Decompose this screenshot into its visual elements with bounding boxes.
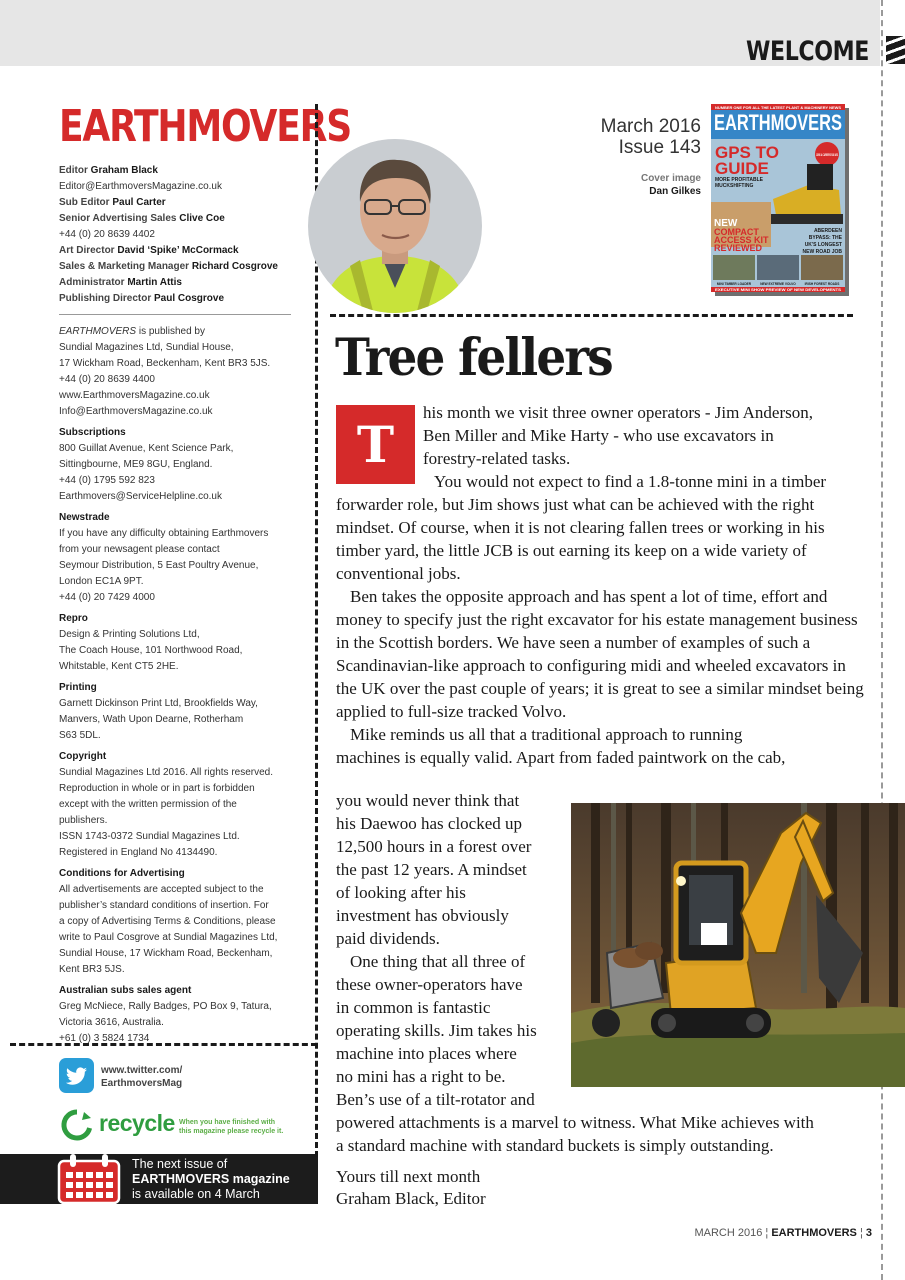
article-body-wide xyxy=(336,470,870,769)
staff-entry xyxy=(59,243,293,259)
publisher-line: 17 Wickham Road, Beckenham, Kent BR3 5JS. xyxy=(59,358,271,369)
staff-entry xyxy=(59,291,293,307)
info-line: +61 (0) 3 5824 1734 xyxy=(59,1033,150,1044)
recycle-word: recycle xyxy=(99,1110,175,1136)
lead-line-1: his month we visit three owner operators - Jim Anderson, xyxy=(423,403,813,422)
footer-brand: EARTHMOVERS xyxy=(771,1227,857,1239)
edge-dashed-rule xyxy=(881,0,883,1280)
issue-date: March 2016 xyxy=(600,116,701,137)
narrow-line: of looking after his xyxy=(336,883,466,902)
cover-side-4: NEW ROAD JOB xyxy=(802,249,842,255)
cover-image-label: Cover image xyxy=(640,173,701,184)
staff-name: David ‘Spike’ McCormack xyxy=(117,245,239,256)
info-line: a copy of Advertising Terms & Conditions, please xyxy=(59,916,276,927)
narrow-line: no mini has a right to be. xyxy=(336,1067,506,1086)
lead-line-2: Ben Miller and Mike Harty - who use excavators in xyxy=(423,426,774,445)
info-line: 800 Guillat Avenue, Kent Science Park, xyxy=(59,443,234,454)
next-issue-line1: The next issue of xyxy=(132,1157,228,1171)
issue-number: Issue 143 xyxy=(618,137,701,158)
narrow-line: operating skills. Jim takes his xyxy=(336,1021,537,1040)
staff-role: Senior Advertising Sales xyxy=(59,213,177,224)
info-line: Design & Printing Solutions Ltd, xyxy=(59,629,200,640)
cover-headline-1: GPS TO xyxy=(715,143,779,162)
staff-name: Clive Coe xyxy=(179,213,225,224)
masthead-rule xyxy=(59,314,291,315)
narrow-line: his Daewoo has clocked up xyxy=(336,814,523,833)
article-lead xyxy=(423,401,873,470)
staff-list xyxy=(59,163,293,307)
excavator-photo xyxy=(571,803,905,1087)
info-line: Earthmovers@ServiceHelpline.co.uk xyxy=(59,491,222,502)
cover-image-credit: Dan Gilkes xyxy=(649,186,701,197)
info-line: from your newsagent please contact xyxy=(59,544,220,555)
info-line: +44 (0) 20 7429 4000 xyxy=(59,592,155,603)
info-heading: Repro xyxy=(59,613,88,624)
info-line: Greg McNiece, Rally Badges, PO Box 9, Tatura, xyxy=(59,1001,272,1012)
info-line: write to Paul Cosgrove at Sundial Magazines Ltd, xyxy=(59,932,278,943)
publisher-line: Sundial Magazines Ltd, Sundial House, xyxy=(59,342,234,353)
info-line: Manvers, Wath Upon Dearne, Rotherham xyxy=(59,714,244,725)
cover-feature-2: COMPACT xyxy=(714,227,759,237)
info-line: Victoria 3616, Australia. xyxy=(59,1017,164,1028)
info-line: S63 5DL. xyxy=(59,730,101,741)
publisher-suffix: is published by xyxy=(136,326,205,337)
cover-feature-3: ACCESS KIT xyxy=(714,235,769,245)
staff-detail: Editor@EarthmoversMagazine.co.uk xyxy=(59,181,222,192)
headline-dashed-rule xyxy=(330,314,853,317)
recycle-note-line2: this magazine please recycle it. xyxy=(179,1128,284,1135)
info-heading: Printing xyxy=(59,682,97,693)
publisher-line: +44 (0) 20 8639 4400 xyxy=(59,374,155,385)
info-line: London EC1A 9PT. xyxy=(59,576,144,587)
staff-entry xyxy=(59,195,293,211)
info-heading: Australian subs sales agent xyxy=(59,985,192,996)
masthead-logo: EARTHMOVERS xyxy=(59,101,351,152)
article-paragraph-3-line-2: machines is equally valid. Apart from faded paintwork on the cab, xyxy=(336,748,786,767)
narrow-line: investment has obviously xyxy=(336,906,509,925)
staff-role: Editor xyxy=(59,165,88,176)
info-line: Sundial Magazines Ltd 2016. All rights reserved. xyxy=(59,767,274,778)
info-line: Sittingbourne, ME9 8GU, England. xyxy=(59,459,213,470)
narrow-line: One thing that all three of xyxy=(350,952,526,971)
cover-side-1: ABERDEEN xyxy=(813,228,842,234)
info-line: +44 (0) 1795 592 823 xyxy=(59,475,155,486)
article-body-tail xyxy=(336,1111,881,1157)
cover-headline-2: GUIDE xyxy=(715,159,769,178)
info-line: publisher’s standard conditions of insertion. For xyxy=(59,900,269,911)
next-issue-magazine: EARTHMOVERS magazine xyxy=(132,1172,290,1186)
cover-strip-1: MINI TIMBER LOADER xyxy=(716,282,752,286)
footer-separator: ¦ xyxy=(765,1227,772,1239)
issue-info xyxy=(601,116,701,158)
tail-line-1: powered attachments is a marvel to witness. What Mike achieves with xyxy=(336,1113,814,1132)
narrow-line: paid dividends. xyxy=(336,929,440,948)
twitter-link[interactable] xyxy=(101,1064,182,1090)
info-heading: Copyright xyxy=(59,751,107,762)
next-issue-text xyxy=(132,1157,290,1202)
staff-role: Publishing Director xyxy=(59,293,152,304)
info-line: Kent BR3 5JS. xyxy=(59,964,125,975)
footer-date: MARCH 2016 xyxy=(694,1227,763,1239)
info-line: Whitstable, Kent CT5 2HE. xyxy=(59,661,179,672)
info-line: Sundial House, 17 Wickham Road, Beckenham, xyxy=(59,948,273,959)
info-blocks xyxy=(59,425,293,1047)
page-number: 3 xyxy=(865,1227,872,1239)
cover-side-3: UK'S LONGEST xyxy=(804,242,842,248)
twitter-url-line1: www.twitter.com/ xyxy=(101,1065,183,1076)
staff-detail: +44 (0) 20 8639 4402 xyxy=(59,229,155,240)
signoff-line-2: Graham Black, Editor xyxy=(336,1189,486,1208)
lead-line-3: forestry-related tasks. xyxy=(423,449,571,468)
recycle-icon xyxy=(60,1108,94,1142)
publisher-info xyxy=(59,324,293,1047)
publisher-name: EARTHMOVERS xyxy=(59,326,137,337)
cover-badge: JOBS & CAREERS SOLVED xyxy=(816,153,839,157)
info-line: ISSN 1743-0372 Sundial Magazines Ltd. xyxy=(59,831,240,842)
info-line: Seymour Distribution, 5 East Poultry Avenue, xyxy=(59,560,259,571)
cover-subhead-2: MUCKSHIFTING xyxy=(715,183,754,189)
narrow-line: you would never think that xyxy=(336,791,520,810)
info-line: All advertisements are accepted subject to the xyxy=(59,884,264,895)
staff-entry xyxy=(59,275,293,291)
next-issue-line3: is available on 4 March xyxy=(132,1187,260,1201)
article-paragraph-2: Ben takes the opposite approach and has spent a lot of time, effort and money to specify just the right excavator for his estate management business in the Scottish borders. We have seen a number of examples of such a Scandinavian-like approach to configuring midi and wheeled excavators in the UK over the past couple of years; it is great to see a similar mindset being applied to full-size tracked Volvo. xyxy=(336,587,864,721)
info-line: Registered in England No 4134490. xyxy=(59,847,218,858)
cover-footer: EXECUTIVE MINI SHOW PREVIEW OF NEW DEVELOPMENTS xyxy=(715,288,842,292)
info-line: If you have any difficulty obtaining Earthmovers xyxy=(59,528,269,539)
cover-tagline: NUMBER ONE FOR ALL THE LATEST PLANT & MACHINERY NEWS xyxy=(715,105,842,110)
cover-feature-4: REVIEWED xyxy=(714,243,763,253)
info-line: except with the written permission of the xyxy=(59,799,237,810)
cover-subhead-1: MORE PROFITABLE xyxy=(715,177,763,183)
info-heading: Newstrade xyxy=(59,512,110,523)
narrow-line: 12,500 hours in a forest over xyxy=(336,837,532,856)
drop-cap: T xyxy=(336,405,415,484)
narrow-line: the past 12 years. A mindset xyxy=(336,860,527,879)
signoff xyxy=(336,1166,486,1210)
narrow-line: machine into places where xyxy=(336,1044,517,1063)
page-footer xyxy=(694,1227,872,1239)
article-paragraph-3-line-1: Mike reminds us all that a traditional approach to running xyxy=(350,725,743,744)
staff-entry xyxy=(59,163,293,179)
narrow-line: Ben’s use of a tilt-rotator and xyxy=(336,1090,535,1109)
info-heading: Conditions for Advertising xyxy=(59,868,185,879)
cover-side-2: BYPASS: THE xyxy=(808,235,842,241)
recycle-note xyxy=(179,1118,283,1136)
publisher-lines xyxy=(59,340,293,420)
staff-name: Paul Cosgrove xyxy=(154,293,225,304)
info-heading: Subscriptions xyxy=(59,427,126,438)
staff-role: Sales & Marketing Manager xyxy=(59,261,190,272)
staff-name: Graham Black xyxy=(90,165,158,176)
article-paragraph-1: You would not expect to find a 1.8-tonne mini in a timber forwarder role, but Jim shows just what can be achieved with the right mindset. Of course, when it is not clearing fallen trees or working in his timber yard, the little JCB is out earning its keep on a wide variety of conventional jobs. xyxy=(336,472,827,583)
cover-thumbnail[interactable] xyxy=(711,104,849,296)
staff-name: Martin Attis xyxy=(127,277,182,288)
info-line: The Coach House, 101 Northwood Road, xyxy=(59,645,243,656)
info-line: publishers. xyxy=(59,815,108,826)
footer-separator: ¦ xyxy=(859,1227,866,1239)
left-dashed-divider xyxy=(10,1043,317,1046)
calendar-icon xyxy=(56,1152,122,1204)
cover-strip-2: NEW EXTREME VOLVO xyxy=(760,282,796,286)
staff-name: Richard Cosgrove xyxy=(191,261,278,272)
narrow-line: these owner-operators have xyxy=(336,975,523,994)
staff-name: Paul Carter xyxy=(112,197,166,208)
publisher-line: www.EarthmoversMagazine.co.uk xyxy=(59,390,210,401)
staff-role: Sub Editor xyxy=(59,197,110,208)
section-label: WELCOME xyxy=(745,36,869,67)
cover-logo: EARTHMOVERS xyxy=(714,110,842,135)
narrow-line: in common is fantastic xyxy=(336,998,491,1017)
twitter-icon[interactable] xyxy=(59,1058,94,1093)
tail-line-2: a standard machine with standard buckets is simply outstanding. xyxy=(336,1136,774,1155)
twitter-url-line2: EarthmoversMag xyxy=(101,1078,183,1089)
signoff-line-1: Yours till next month xyxy=(336,1167,481,1186)
recycle-note-line1: When you have finished with xyxy=(179,1119,276,1126)
info-line: Reproduction in whole or in part is forbidden xyxy=(59,783,255,794)
article-body-narrow xyxy=(336,789,572,1111)
article-headline: Tree fellers xyxy=(335,328,612,388)
publisher-intro xyxy=(59,324,293,340)
next-issue-line2 xyxy=(132,1172,290,1187)
staff-entry xyxy=(59,259,293,275)
staff-role: Administrator xyxy=(59,277,125,288)
cover-strip-3: IRISH FOREST ROADS xyxy=(804,282,840,286)
section-stripe xyxy=(886,36,905,64)
cover-feature-1: NEW xyxy=(714,218,738,229)
staff-entry xyxy=(59,211,293,227)
publisher-line: Info@EarthmoversMagazine.co.uk xyxy=(59,406,213,417)
editor-portrait xyxy=(302,138,488,315)
masthead-column xyxy=(59,101,351,1047)
staff-role: Art Director xyxy=(59,245,115,256)
info-line: Garnett Dickinson Print Ltd, Brookfields Way, xyxy=(59,698,258,709)
